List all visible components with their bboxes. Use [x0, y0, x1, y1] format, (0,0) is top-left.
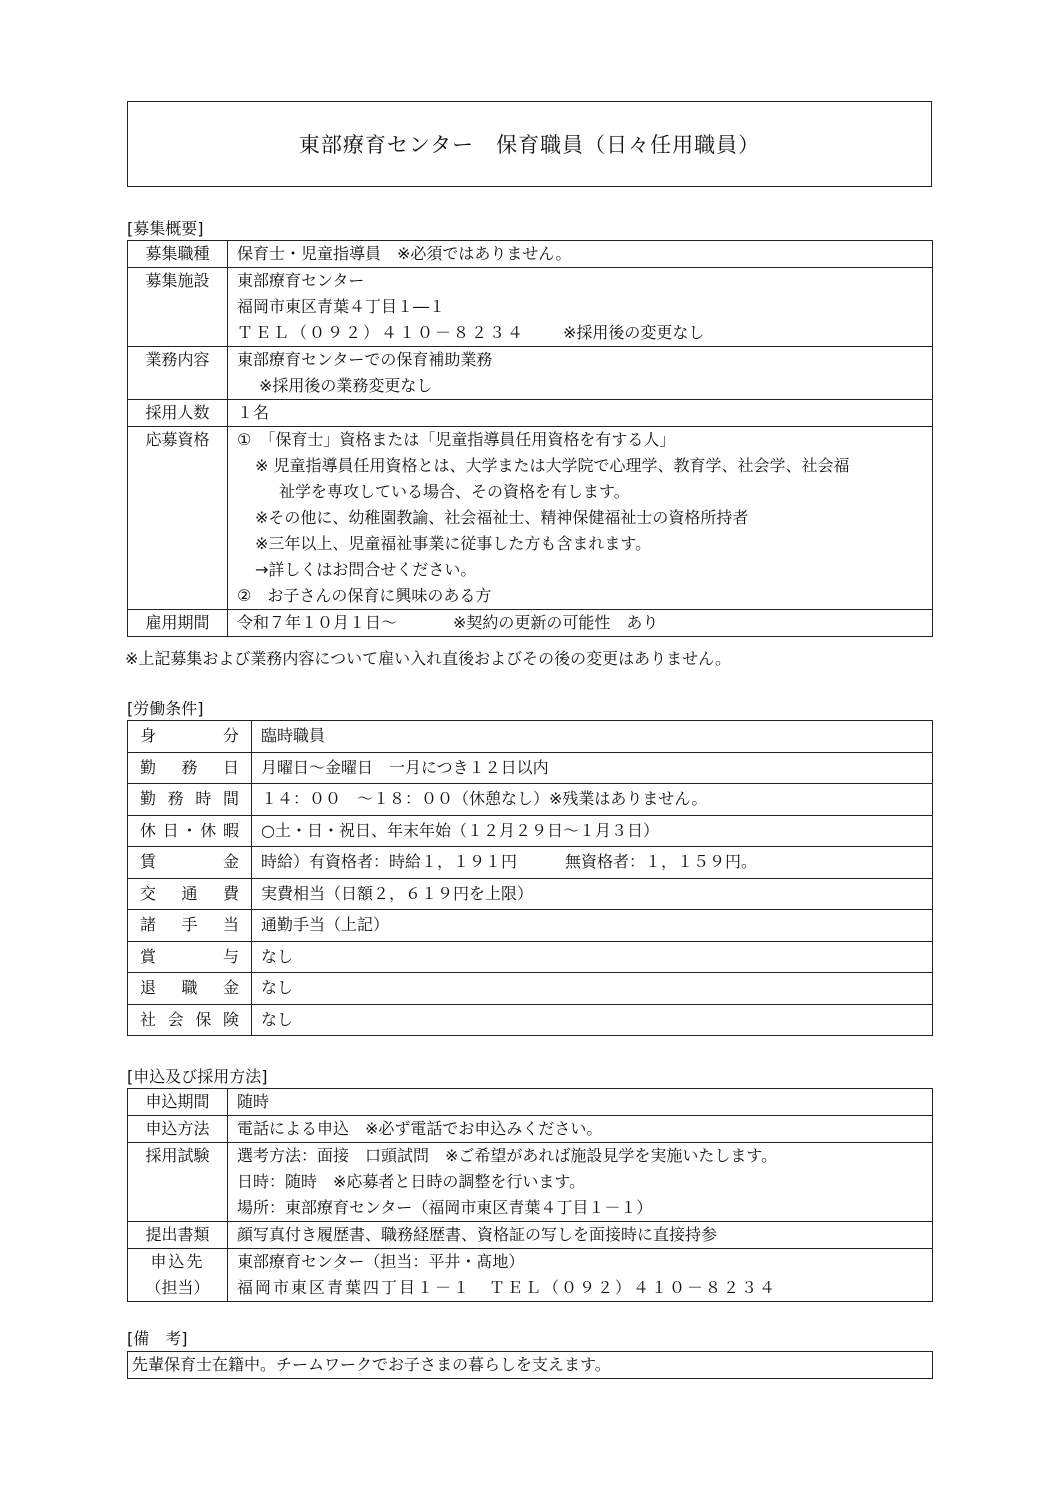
row-value: 実費相当（日額２，６１９円を上限） — [252, 878, 933, 910]
table-row — [128, 1222, 933, 1249]
row-key: 業務内容 — [128, 347, 228, 400]
row-key: 賞与 — [128, 941, 252, 973]
overview-table — [127, 240, 933, 637]
table-row — [128, 1352, 933, 1379]
row-key: 退職金 — [128, 973, 252, 1005]
table-row — [128, 815, 933, 847]
table-row — [128, 610, 933, 637]
row-key: 採用人数 — [128, 400, 228, 427]
row-key: 提出書類 — [128, 1222, 228, 1249]
table-row — [128, 752, 933, 784]
table-row — [128, 721, 933, 753]
row-value: １名 — [228, 400, 933, 427]
row-value: １４：００ ～１８：００（休憩なし）※残業はありません。 — [252, 784, 933, 816]
table-row — [128, 1089, 933, 1116]
contact-key: 申込先 — [150, 1252, 205, 1271]
qual-line-2: ※ 児童指導員任用資格とは、大学または大学院で心理学、教育学、社会学、社会福 — [255, 456, 850, 475]
section-label-application: [申込及び採用方法] — [127, 1067, 268, 1086]
overview-footnote: ※上記募集および業務内容について雇い入れ直後およびその後の変更はありません。 — [125, 649, 732, 668]
row-value: なし — [252, 1004, 933, 1036]
row-value: 通勤手当（上記） — [252, 910, 933, 942]
remarks-table — [127, 1351, 933, 1379]
duty-note: ※採用後の業務変更なし — [259, 376, 433, 395]
row-value: なし — [252, 941, 933, 973]
row-key: 応募資格 — [128, 427, 228, 610]
table-row — [128, 1249, 933, 1302]
section-label-conditions: [労働条件] — [127, 699, 204, 718]
qual-line-5: ※三年以上、児童福祉事業に従事した方も含まれます。 — [255, 534, 652, 553]
row-value: 電話による申込 ※必ず電話でお申込みください。 — [228, 1116, 933, 1143]
row-key: 募集施設 — [128, 268, 228, 347]
qual-line-1: ① 「保育士」資格または「児童指導員任用資格を有する人」 — [237, 430, 676, 449]
table-row — [128, 847, 933, 879]
row-value: 臨時職員 — [252, 721, 933, 753]
exam-line-3: 場所：東部療育センター（福岡市東区青葉４丁目１－１） — [237, 1198, 653, 1217]
exam-line-2: 日時：随時 ※応募者と日時の調整を行います。 — [237, 1172, 586, 1191]
contact-line-1: 東部療育センター（担当：平井・髙地） — [237, 1252, 525, 1271]
row-value: 随時 — [228, 1089, 933, 1116]
table-row — [128, 878, 933, 910]
table-row — [128, 427, 933, 610]
table-row — [128, 1116, 933, 1143]
row-value: 月曜日～金曜日 一月につき１２日以内 — [252, 752, 933, 784]
row-key: 社会保険 — [128, 1004, 252, 1036]
table-row — [128, 941, 933, 973]
table-row — [128, 910, 933, 942]
contact-line-2: 福岡市東区青葉四丁目１－１ ＴＥＬ（０９２）４１０－８２３４ — [237, 1278, 778, 1297]
row-value: ○土・日・祝日、年末年始（１２月２９日～１月３日） — [252, 815, 933, 847]
contact-key-sub: （担当） — [145, 1278, 210, 1297]
section-label-overview: [募集概要] — [127, 219, 204, 238]
row-key: 雇用期間 — [128, 610, 228, 637]
table-row — [128, 347, 933, 400]
row-key: 勤務時間 — [128, 784, 252, 816]
duty-line: 東部療育センターでの保育補助業務 — [237, 350, 493, 369]
table-row — [128, 241, 933, 268]
table-row — [128, 1143, 933, 1222]
facility-tel: ＴＥＬ（０９２）４１０－８２３４ — [237, 323, 526, 342]
qual-line-7: ② お子さんの保育に興味のある方 — [237, 586, 492, 605]
row-value: 保育士・児童指導員 ※必須ではありません。 — [228, 241, 933, 268]
table-row — [128, 1004, 933, 1036]
row-key: 諸手当 — [128, 910, 252, 942]
row-value: 時給）有資格者：時給１，１９１円 無資格者：１，１５９円。 — [252, 847, 933, 879]
row-key: 採用試験 — [128, 1143, 228, 1222]
row-value: 顔写真付き履歴書、職務経歴書、資格証の写しを面接時に直接持参 — [228, 1222, 933, 1249]
row-key: 賃金 — [128, 847, 252, 879]
row-key: 募集職種 — [128, 241, 228, 268]
row-key: 勤務日 — [128, 752, 252, 784]
row-value: なし — [252, 973, 933, 1005]
table-row — [128, 973, 933, 1005]
table-row — [128, 268, 933, 347]
remarks-value: 先輩保育士在籍中。チームワークでお子さまの暮らしを支えます。 — [128, 1352, 933, 1379]
row-key: 休日･休暇 — [128, 815, 252, 847]
facility-address: 福岡市東区青葉４丁目１―１ — [237, 297, 446, 316]
page-title: 東部療育センター 保育職員（日々任用職員） — [127, 101, 932, 187]
period-value: 令和７年１０月１日～ — [237, 613, 398, 632]
facility-tel-note: ※採用後の変更なし — [563, 323, 705, 342]
table-row — [128, 400, 933, 427]
qual-line-6: →詳しくはお問合せください。 — [255, 560, 477, 579]
facility-name: 東部療育センター — [237, 271, 365, 290]
application-table — [127, 1088, 933, 1302]
qual-line-4: ※その他に、幼稚園教諭、社会福祉士、精神保健福祉士の資格所持者 — [255, 508, 749, 527]
row-key: 交通費 — [128, 878, 252, 910]
row-key: 申込期間 — [128, 1089, 228, 1116]
section-label-remarks: [備 考] — [127, 1329, 188, 1348]
period-note: ※契約の更新の可能性 あり — [453, 613, 659, 632]
conditions-table — [127, 720, 933, 1036]
row-key: 身分 — [128, 721, 252, 753]
exam-line-1: 選考方法：面接 口頭試問 ※ご希望があれば施設見学を実施いたします。 — [237, 1146, 778, 1165]
row-key: 申込方法 — [128, 1116, 228, 1143]
qual-line-3: 祉学を専攻している場合、その資格を有します。 — [279, 482, 630, 501]
table-row — [128, 784, 933, 816]
